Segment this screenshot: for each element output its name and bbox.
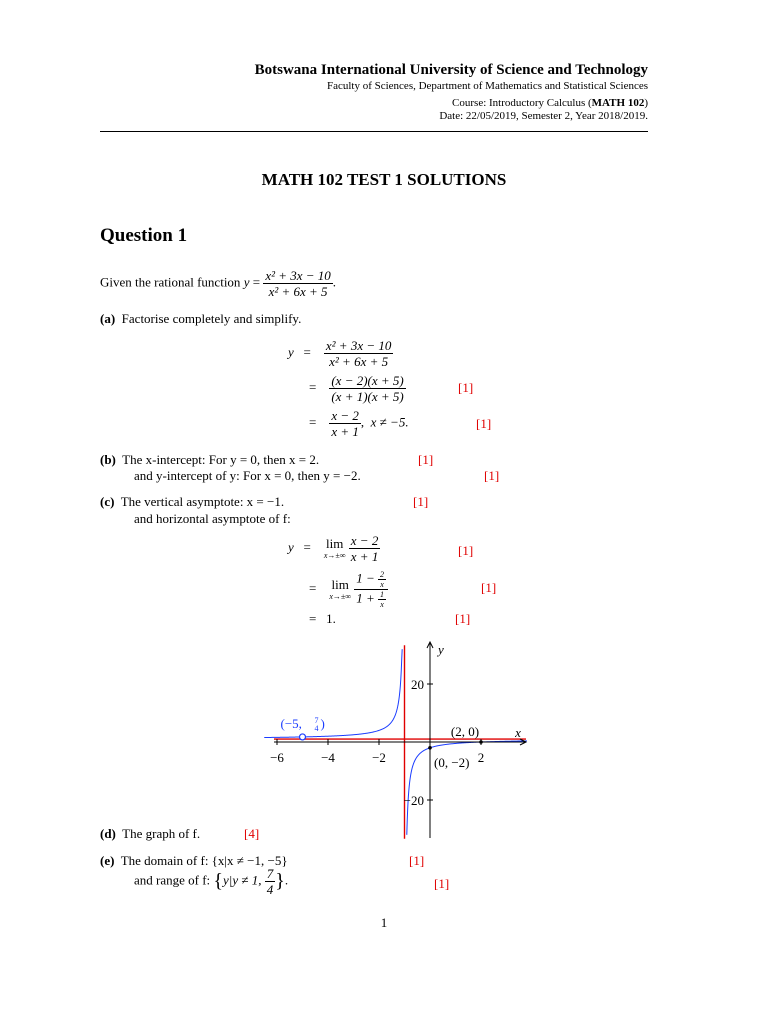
seven-fourths: [265, 866, 276, 897]
part-c-text1: The vertical asymptote: x = −1.: [120, 494, 285, 509]
limit-1-sub: x→±∞: [323, 551, 346, 560]
limit-2-word: lim: [331, 577, 349, 592]
hole-label-den: 4: [314, 723, 319, 733]
part-a-condition: x ≠ −5.: [370, 414, 409, 430]
university-name: Botswana International University of Science and Technology: [254, 62, 648, 78]
hole-point: [300, 734, 306, 740]
part-a: [100, 311, 301, 327]
intro-fraction: [263, 268, 332, 299]
part-b-line2: and y-intercept of y: For x = 0, then y = −2.: [134, 468, 361, 483]
header-rule: [100, 131, 648, 132]
mark-a2: [1]: [458, 380, 474, 395]
part-c-result: 1.: [326, 611, 336, 626]
y-intercept-label: (0, −2): [434, 755, 470, 770]
part-a-step3: = $\frac{x - 2}{x + 1}$ , x ≠ −5.: [309, 408, 409, 439]
question-intro: Given the rational function y = $\frac{\text{x² + 3x − 10}}{\text{x² + 6x + 5}}$ .: [100, 268, 337, 299]
part-a-step3-den: x + 1: [331, 424, 359, 439]
intro-denominator: x² + 6x + 5: [268, 284, 328, 299]
part-a-step1-num: x² + 3x − 10: [325, 338, 392, 353]
course-prefix: Course: Introductory Calculus (: [452, 97, 592, 109]
part-a-step1: y = $\frac{\text{x² + 3x − 10}}{\text{x² + 6x + 5}}$: [288, 338, 392, 369]
limit-2: [329, 578, 351, 601]
course-line: [452, 97, 648, 109]
four: 4: [266, 882, 274, 897]
part-b-text1: The x-intercept: For y = 0, then x = 2.: [122, 452, 320, 467]
part-a-step2-fraction: [329, 373, 405, 404]
part-c-step2-fraction: [354, 570, 388, 609]
mark-a3: [1]: [476, 416, 492, 431]
part-c-line2: and horizontal asymptote of f:: [134, 511, 291, 526]
part-c-step1-num: x − 2: [350, 533, 379, 548]
part-e-label: (e): [100, 853, 115, 868]
course-suffix: ): [644, 97, 648, 109]
mark-c1: [1]: [413, 494, 429, 509]
part-e-text1: The domain of f: {x|x ≠ −1, −5}: [120, 853, 288, 868]
mark-c3: [1]: [481, 580, 497, 595]
x-tick-label: −2: [372, 750, 386, 765]
mark-b2: [1]: [484, 468, 500, 483]
x-tick-label: −4: [321, 750, 335, 765]
seven: 7: [266, 866, 274, 881]
x-axis-label: x: [515, 725, 521, 740]
page-title: MATH 102 TEST 1 SOLUTIONS: [261, 170, 507, 189]
part-c-step1: y = lim x→±∞ $\frac{x - 2}{x + 1}$: [288, 533, 379, 564]
part-c-step3: = 1.: [309, 611, 336, 626]
part-d: [100, 826, 200, 842]
mark-e1: [1]: [409, 853, 425, 868]
intro-text: Given the rational function: [100, 274, 241, 290]
y-intercept-point: [428, 746, 432, 750]
part-a-step1-den: x² + 6x + 5: [329, 354, 389, 369]
course-code: MATH 102: [591, 97, 645, 109]
part-a-step1-fraction: [324, 338, 393, 369]
hole-label-close: ): [320, 715, 325, 731]
function-graph: [260, 638, 540, 843]
x-tick-label: 2: [477, 750, 485, 765]
part-c-step1-den: x + 1: [350, 549, 379, 564]
part-c-step2-den: [354, 590, 388, 609]
part-a-step3-fraction: [329, 408, 361, 439]
question-heading: Question 1: [100, 225, 188, 246]
part-b-label: (b): [100, 452, 116, 467]
part-a-step2-den: (x + 1)(x + 5): [331, 389, 404, 404]
date-line: Date: 22/05/2019, Semester 2, Year 2018/2019.: [439, 110, 648, 122]
x-intercept-point: [479, 740, 483, 744]
y-tick-label: 20: [411, 677, 424, 692]
part-d-text: The graph of f.: [122, 826, 201, 841]
part-a-label: (a): [100, 311, 116, 326]
step2-num-text: 1 −: [356, 570, 379, 586]
part-c-step1-fraction: [349, 533, 381, 564]
limit-1: [324, 537, 346, 560]
hole-label-num: 7: [314, 715, 319, 725]
faculty-line: Faculty of Sciences, Department of Mathematics and Statistical Sciences: [326, 80, 648, 92]
limit-2-sub: x→±∞: [329, 592, 351, 601]
part-c-label: (c): [100, 494, 115, 509]
part-e-range-label: and range of f:: [134, 872, 211, 888]
y-axis-label: y: [438, 642, 444, 657]
part-e-range-set: y|y ≠ 1,: [223, 872, 262, 888]
x-tick-label: −6: [270, 750, 284, 765]
x-intercept-label: (2, 0): [450, 724, 480, 739]
one-over-x: $\frac{1}{x}$: [380, 590, 385, 609]
mark-c4: [1]: [455, 611, 471, 626]
part-c-line1: [100, 494, 284, 510]
part-e-line2: and range of f: {y|y ≠ 1, $\frac{7}{4}$ }.: [134, 866, 289, 897]
step2-den-text: 1 +: [356, 590, 379, 606]
part-a-text: Factorise completely and simplify.: [121, 311, 302, 326]
part-b-line1: [100, 452, 319, 468]
part-a-step3-num: x − 2: [331, 408, 359, 423]
part-c-step2: = lim x→±∞ 1 − $\frac{2}{x}$ 1 + $\frac{1}{x}$: [309, 570, 388, 609]
page-number: 1: [380, 915, 388, 930]
two-over-x: $\frac{2}{x}$: [380, 570, 385, 589]
limit-1-word: lim: [326, 536, 344, 551]
mark-d: [4]: [244, 826, 260, 841]
part-a-step2-num: (x − 2)(x + 5): [331, 373, 404, 388]
intro-numerator: x² + 3x − 10: [265, 268, 331, 283]
part-d-label: (d): [100, 826, 116, 841]
y-tick-label: −20: [403, 793, 424, 808]
hole-label: (−5,: [280, 715, 302, 731]
part-c-step2-num: [354, 570, 388, 590]
mark-e2: [1]: [434, 876, 450, 891]
mark-c2: [1]: [458, 543, 474, 558]
part-a-step2: = $\frac{(x - 2)(x + 5)}{(x + 1)(x + 5)}$: [309, 373, 404, 404]
mark-b1: [1]: [418, 452, 434, 467]
